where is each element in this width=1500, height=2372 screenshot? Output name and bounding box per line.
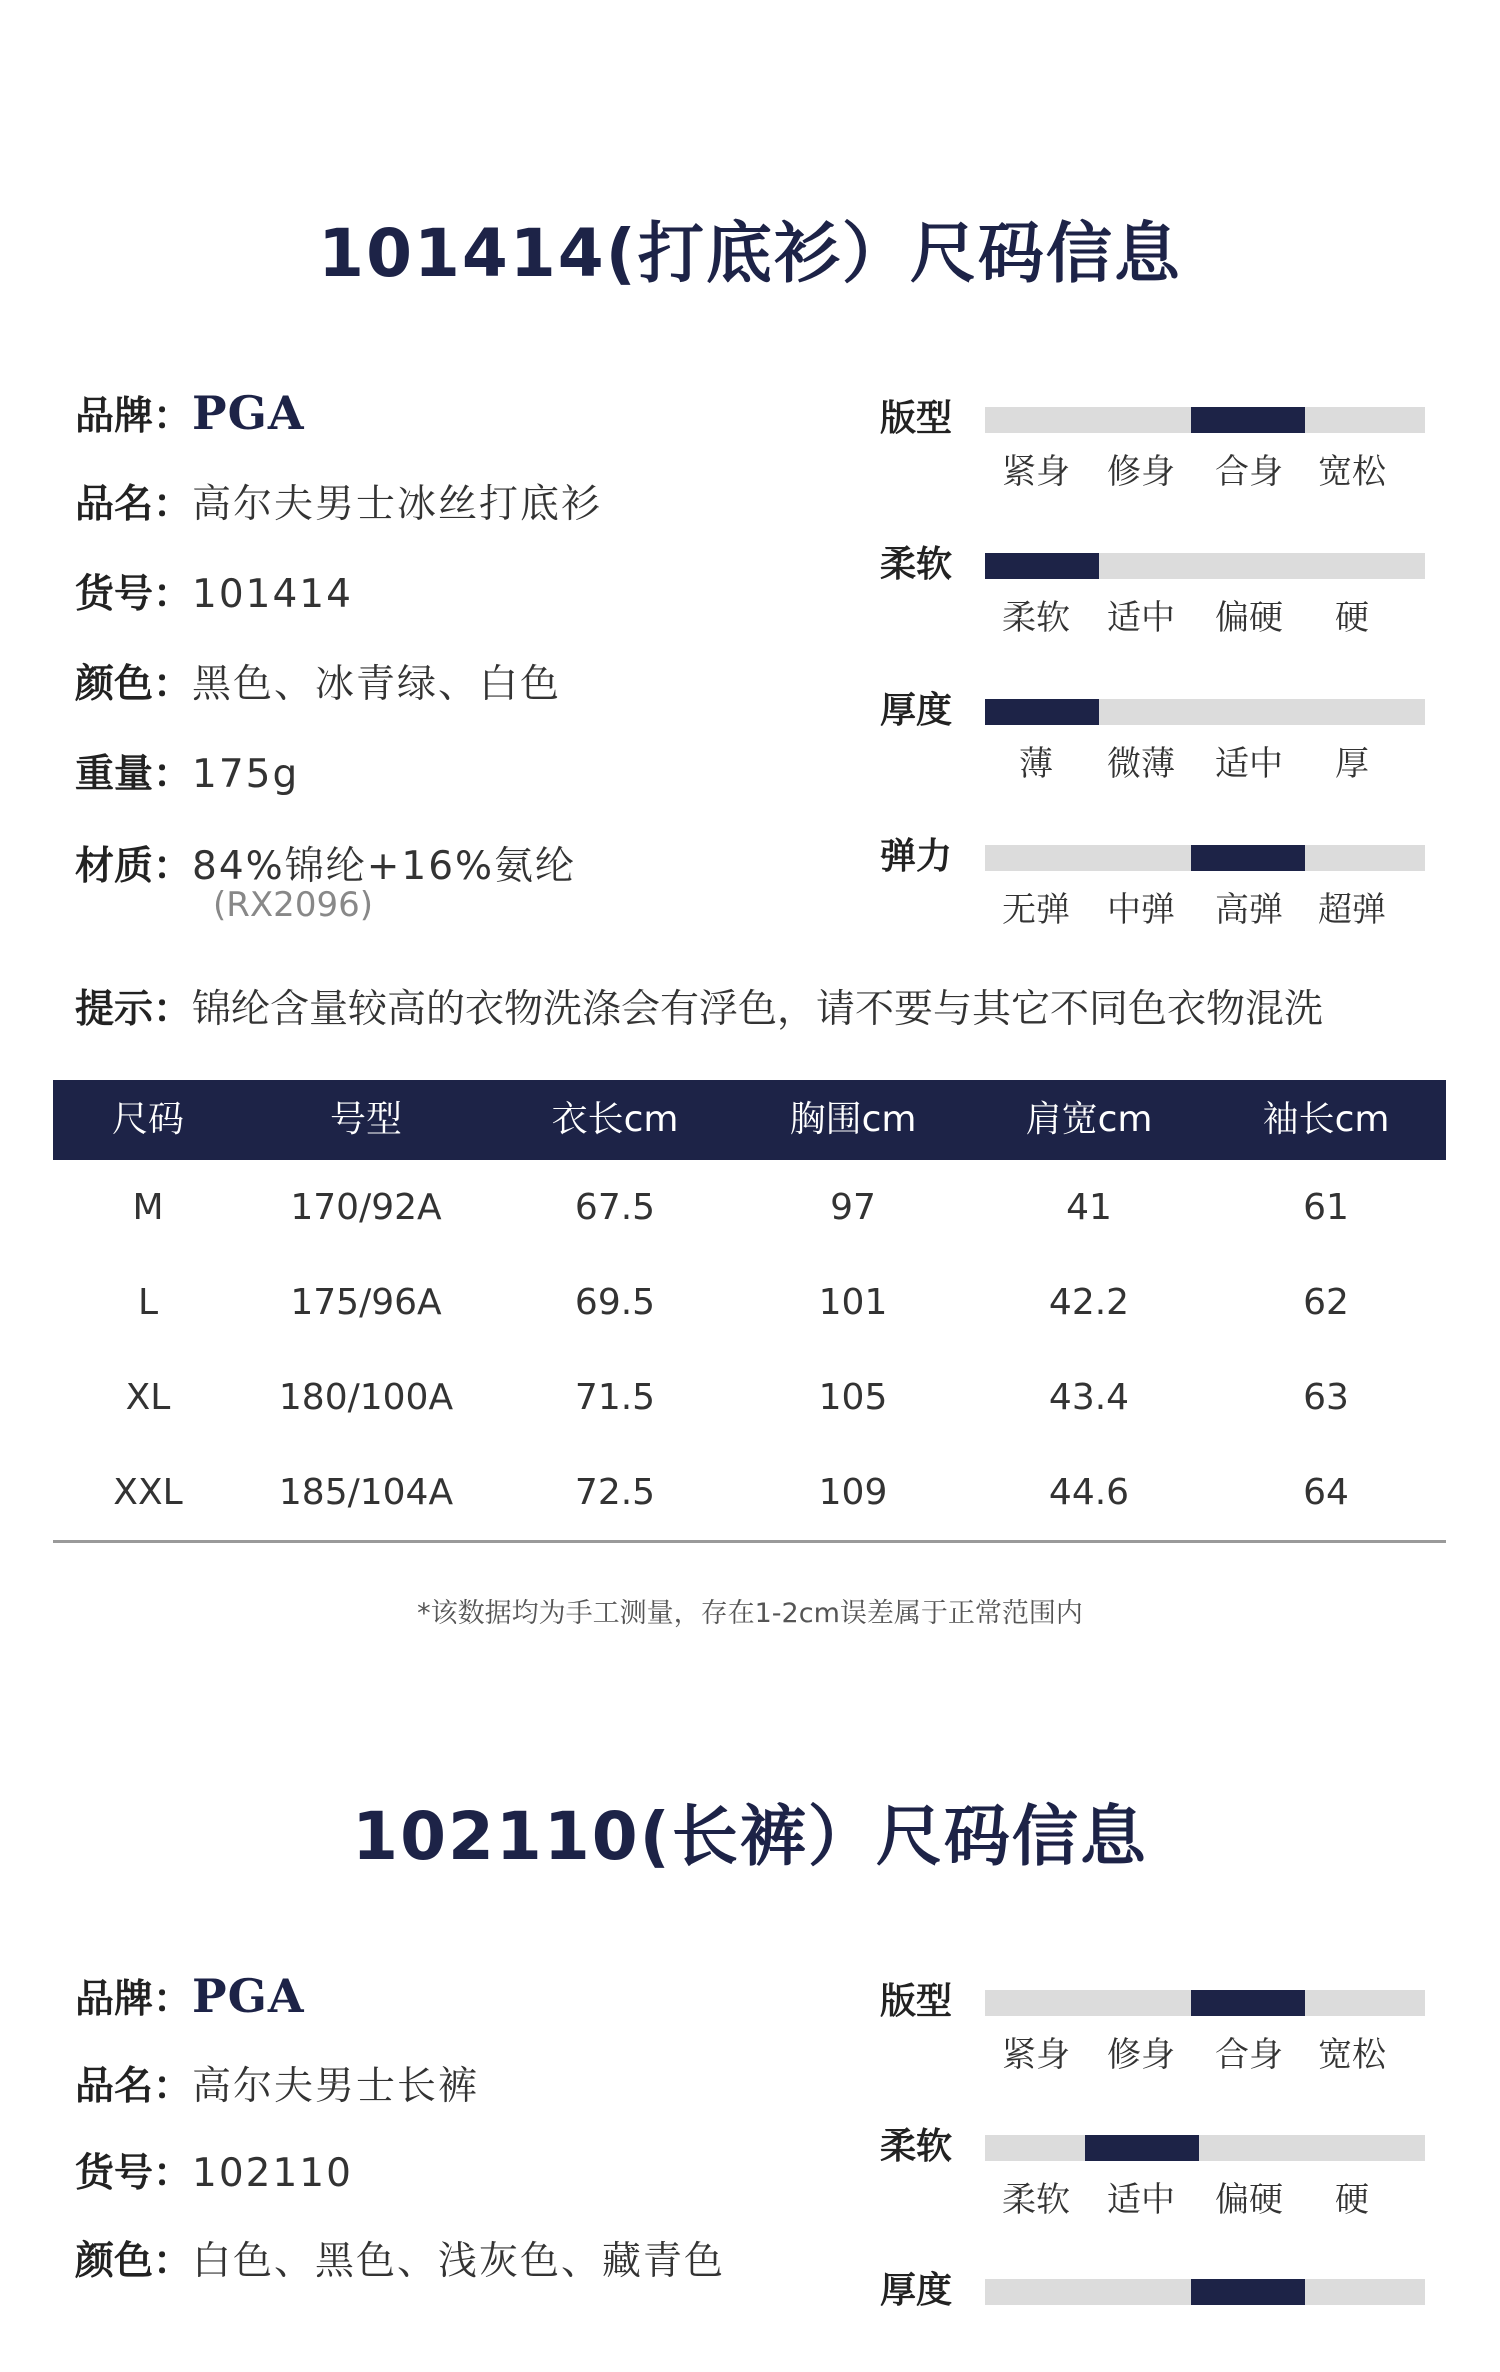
meter-label: 版型 (880, 1981, 953, 2022)
meter-label: 弹力 (880, 836, 953, 877)
meter-option: 薄 (1019, 744, 1053, 784)
table-row (53, 1350, 1446, 1445)
meter-option: 硬 (1335, 2180, 1369, 2220)
product-name-row (75, 2055, 479, 2111)
table-cell: L (137, 1282, 159, 1323)
brand-label: 品牌： (75, 1977, 193, 2022)
tip-value: 锦纶含量较高的衣物洗涤会有浮色，请不要与其它不同色衣物混洗 (192, 987, 1324, 1032)
meter-option: 宽松 (1318, 2035, 1386, 2075)
meter-fit (880, 1973, 1420, 2083)
table-header-cell: 尺码 (111, 1099, 184, 1140)
meter-option: 紧身 (1002, 452, 1070, 492)
table-cell: 42.2 (1048, 1282, 1130, 1323)
meter-label: 柔软 (880, 544, 953, 585)
table-cell: 64 (1303, 1472, 1349, 1513)
weight-label: 重量： (75, 752, 193, 797)
meter-track (985, 2135, 1425, 2161)
meter-options (985, 590, 1425, 638)
brand-label: 品牌： (75, 394, 193, 439)
table-row (53, 1445, 1446, 1540)
table-cell: 41 (1066, 1187, 1112, 1228)
meter-label: 厚度 (880, 690, 953, 731)
meter-option: 厚 (1335, 744, 1369, 784)
meter-thickness (880, 2262, 1420, 2372)
meter-indicator (985, 699, 1099, 725)
table-cell: 109 (818, 1472, 888, 1513)
meter-option: 修身 (1107, 2035, 1175, 2075)
table-cell: XXL (113, 1472, 183, 1513)
product-name-row (75, 473, 602, 529)
meter-indicator (1191, 2279, 1305, 2305)
brand-logo: PGA (192, 1969, 305, 2023)
meter-option: 中弹 (1107, 890, 1175, 930)
table-cell: 105 (818, 1377, 888, 1418)
meter-option: 宽松 (1318, 452, 1386, 492)
meter-indicator (1085, 2135, 1199, 2161)
sku-value: 101414 (192, 572, 353, 617)
table-cell: 71.5 (574, 1377, 656, 1418)
meter-label: 柔软 (880, 2126, 953, 2167)
meter-options (985, 736, 1425, 784)
size-table-body (53, 1160, 1446, 1543)
meter-options (985, 2027, 1425, 2075)
table-cell: 43.4 (1048, 1377, 1130, 1418)
measurement-footnote: *该数据均为手工测量，存在1-2cm误差属于正常范围内 (417, 1598, 1083, 1629)
material-value: 84%锦纶+16%氨纶 (192, 844, 577, 889)
meter-softness (880, 2118, 1420, 2228)
table-row (53, 1160, 1446, 1255)
meter-indicator (1191, 845, 1305, 871)
table-cell: 185/104A (278, 1472, 454, 1513)
table-cell: 63 (1303, 1377, 1349, 1418)
weight-row (75, 743, 299, 799)
meter-option: 微薄 (1107, 744, 1175, 784)
section2-title: 102110(长裤）尺码信息 (352, 1798, 1148, 1875)
meter-fit (880, 390, 1420, 500)
sku-row (75, 2142, 353, 2198)
table-cell: 180/100A (278, 1377, 454, 1418)
sku-row (75, 563, 353, 619)
meter-option: 修身 (1107, 452, 1175, 492)
table-cell: 69.5 (574, 1282, 656, 1323)
table-cell: 62 (1303, 1282, 1349, 1323)
meter-options (985, 882, 1425, 930)
meter-track (985, 845, 1425, 871)
table-header-cell: 袖长cm (1262, 1099, 1390, 1140)
tip-label: 提示： (75, 987, 193, 1032)
brand-logo: PGA (192, 386, 305, 440)
table-row (53, 1255, 1446, 1350)
meter-option: 紧身 (1002, 2035, 1070, 2075)
weight-value: 175g (192, 752, 300, 797)
table-cell: 175/96A (290, 1282, 442, 1323)
section1-title: 101414(打底衫）尺码信息 (318, 215, 1182, 292)
table-cell: 101 (818, 1282, 888, 1323)
material-row (75, 835, 576, 891)
color-row (75, 653, 561, 709)
table-cell: 97 (830, 1187, 876, 1228)
table-cell: XL (125, 1377, 171, 1418)
meter-thickness (880, 682, 1420, 792)
brand-row (75, 385, 305, 441)
color-label: 颜色： (75, 662, 193, 707)
meter-elasticity (880, 828, 1420, 938)
meter-options (985, 444, 1425, 492)
sku-label: 货号： (75, 2151, 193, 2196)
size-table-header (53, 1080, 1446, 1160)
meter-option: 适中 (1215, 744, 1283, 784)
meter-track (985, 1990, 1425, 2016)
meter-option: 适中 (1107, 598, 1175, 638)
table-header-cell: 肩宽cm (1025, 1099, 1153, 1140)
color-row (75, 2230, 725, 2286)
color-value: 黑色、冰青绿、白色 (192, 662, 562, 707)
meter-option: 偏硬 (1215, 598, 1283, 638)
meter-label: 版型 (880, 398, 953, 439)
size-table (53, 1080, 1446, 1543)
meter-option: 合身 (1215, 2035, 1283, 2075)
meter-option: 合身 (1215, 452, 1283, 492)
table-cell: 44.6 (1048, 1472, 1130, 1513)
meter-option: 偏硬 (1215, 2180, 1283, 2220)
meter-option: 超弹 (1318, 890, 1386, 930)
meter-option: 柔软 (1002, 598, 1070, 638)
product-name-value: 高尔夫男士冰丝打底衫 (192, 482, 603, 527)
meter-option: 硬 (1335, 598, 1369, 638)
meter-track (985, 553, 1425, 579)
meter-option: 柔软 (1002, 2180, 1070, 2220)
color-value: 白色、黑色、浅灰色、藏青色 (192, 2239, 726, 2284)
material-code: (RX2096) (213, 885, 373, 925)
meter-options (985, 2316, 1425, 2360)
meter-softness (880, 536, 1420, 646)
sku-label: 货号： (75, 572, 193, 617)
table-header-cell: 衣长cm (551, 1099, 679, 1140)
meter-track (985, 2279, 1425, 2305)
meter-track (985, 407, 1425, 433)
table-cell: 67.5 (574, 1187, 656, 1228)
meter-indicator (1191, 1990, 1305, 2016)
meter-indicator (1191, 407, 1305, 433)
material-label: 材质： (75, 844, 193, 889)
product-name-label: 品名： (75, 482, 193, 527)
meter-indicator (985, 553, 1099, 579)
table-cell: 170/92A (290, 1187, 442, 1228)
brand-row (75, 1968, 305, 2024)
meter-option: 高弹 (1215, 890, 1283, 930)
meter-label: 厚度 (880, 2270, 953, 2311)
table-cell: 61 (1303, 1187, 1349, 1228)
color-label: 颜色： (75, 2239, 193, 2284)
table-header-cell: 胸围cm (789, 1099, 917, 1140)
table-header-cell: 号型 (329, 1099, 402, 1140)
table-cell: M (132, 1187, 164, 1228)
meter-option: 适中 (1107, 2180, 1175, 2220)
product-name-label: 品名： (75, 2064, 193, 2109)
sku-value: 102110 (192, 2151, 353, 2196)
meter-track (985, 699, 1425, 725)
tip-row (75, 978, 1323, 1034)
meter-option: 无弹 (1002, 890, 1070, 930)
meter-options (985, 2172, 1425, 2220)
product-name-value: 高尔夫男士长裤 (192, 2064, 480, 2109)
table-cell: 72.5 (574, 1472, 656, 1513)
